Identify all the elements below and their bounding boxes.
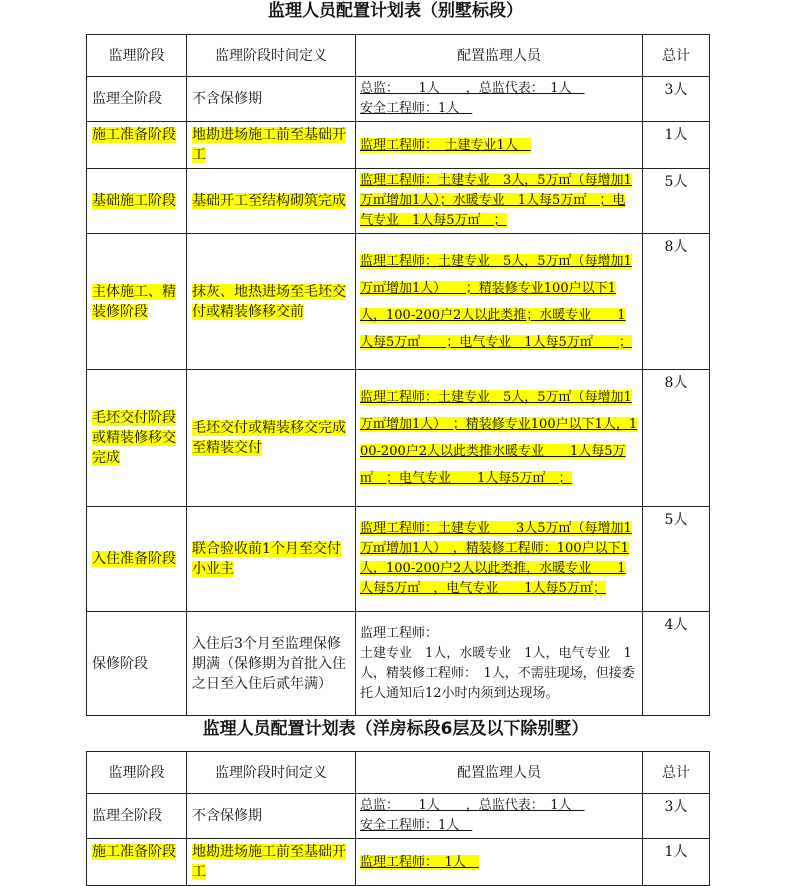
- total-cell: 5人: [643, 507, 710, 612]
- time-text: 抹灰、地热进场至毛坯交付或精装修移交前: [192, 283, 346, 320]
- time-text: 地勘进场施工前至基础开工: [192, 844, 346, 880]
- stage-text: 施工准备阶段: [92, 844, 176, 860]
- table1: [86, 34, 710, 716]
- table1-header-row: [87, 35, 710, 77]
- time-cell: [187, 122, 356, 169]
- table2-header-row: [87, 752, 710, 794]
- stage-text: 监理全阶段: [92, 91, 162, 107]
- time-cell: [187, 234, 356, 370]
- total-cell: 3人: [643, 77, 710, 122]
- time-text: 地勘进场施工前至基础开工: [192, 127, 346, 163]
- stage-cell: [87, 234, 187, 370]
- staff-line: 总监： 1人 ，总监代表： 1人: [360, 81, 585, 96]
- total-cell: 8人: [643, 234, 710, 370]
- header-stage: 监理阶段: [87, 752, 187, 794]
- header-time: 监理阶段时间定义: [187, 35, 356, 77]
- table-row: [87, 77, 710, 122]
- total-cell: 1人: [643, 122, 710, 169]
- table-row: [87, 839, 710, 886]
- staff-cell: [356, 122, 643, 169]
- stage-cell: [87, 122, 187, 169]
- time-text: 毛坯交付或精装移交完成至精装交付: [192, 420, 346, 456]
- total-cell: 4人: [643, 612, 710, 716]
- table1-title: 监理人员配置计划表（别墅标段）: [268, 1, 523, 21]
- total-cell: 5人: [643, 169, 710, 234]
- header-stage: 监理阶段: [87, 35, 187, 77]
- total-cell: 8人: [643, 370, 710, 507]
- table-row: [87, 370, 710, 507]
- staff-cell: [356, 234, 643, 370]
- time-text: 不含保修期: [192, 91, 262, 107]
- header-total: 总计: [643, 35, 710, 77]
- time-cell: [187, 612, 356, 716]
- stage-text: 监理全阶段: [92, 808, 162, 824]
- staff-line: 安全工程师：1人: [360, 818, 473, 833]
- staff-cell: [356, 612, 643, 716]
- time-cell: [187, 507, 356, 612]
- staff-text: 监理工程师：土建专业 3人，5万㎡（每增加1万㎡增加1人）；水暖专业 1人每5万㎡ ；电气专业 1人每5万㎡ ；: [360, 173, 632, 228]
- staff-cell: [356, 794, 643, 839]
- stage-text: 主体施工、精装修阶段: [92, 283, 176, 320]
- staff-text: 监理工程师： 土建专业1人: [360, 137, 531, 153]
- time-text: 基础开工至结构砌筑完成: [192, 193, 346, 209]
- table-row: [87, 234, 710, 370]
- table-row: [87, 507, 710, 612]
- header-staff: 配置监理人员: [356, 35, 643, 77]
- header-time: 监理阶段时间定义: [187, 752, 356, 794]
- table-row: [87, 169, 710, 234]
- stage-cell: [87, 612, 187, 716]
- table-row: [87, 794, 710, 839]
- total-cell: 1人: [643, 839, 710, 886]
- staff-line: 监理工程师：: [360, 625, 439, 641]
- table2-title: 监理人员配置计划表（洋房标段6层及以下除别墅）: [202, 719, 589, 739]
- staff-line: 总监： 1人 ，总监代表： 1人: [360, 798, 585, 813]
- staff-cell: [356, 77, 643, 122]
- stage-cell: [87, 169, 187, 234]
- time-cell: [187, 77, 356, 122]
- staff-text: 监理工程师：土建专业 5人，5万㎡（每增加1万㎡增加1人） ；精装修专业100户以下1人，100-200户2人以此类推；水暖专业 1人每5万㎡ ；电气专业 1人每5万㎡ ；: [360, 253, 632, 350]
- stage-cell: [87, 794, 187, 839]
- staff-line: 土建专业 1人，水暖专业 1人，电气专业 1 人，精装修工程师： 1人，不需驻现场，但接委托人通知后12小时内须到达现场。: [360, 645, 645, 701]
- staff-cell: [356, 507, 643, 612]
- staff-cell: [356, 370, 643, 507]
- table-row: [87, 122, 710, 169]
- time-cell: [187, 370, 356, 507]
- header-staff: 配置监理人员: [356, 752, 643, 794]
- time-text: 不含保修期: [192, 808, 262, 824]
- staff-text: 监理工程师：土建专业 5人，5万㎡（每增加1万㎡增加1人） ；精装修专业100户以下1人，100-200户2人以此类推水暖专业 1人每5万㎡ ；电气专业 1人每5万㎡ ；: [360, 390, 638, 486]
- staff-line: 安全工程师：1人: [360, 101, 473, 116]
- staff-text: 监理工程师： 1人: [360, 854, 479, 870]
- table2: [86, 751, 710, 886]
- stage-text: 施工准备阶段: [92, 127, 176, 143]
- time-cell: [187, 794, 356, 839]
- stage-cell: [87, 839, 187, 886]
- stage-text: 入住准备阶段: [92, 551, 176, 567]
- header-total: 总计: [643, 752, 710, 794]
- staff-cell: [356, 839, 643, 886]
- table-row: [87, 612, 710, 716]
- staff-cell: [356, 169, 643, 234]
- time-text: 入住后3个月至监理保修期满（保修期为首批入住之日至入住后贰年满）: [192, 635, 346, 692]
- time-cell: [187, 839, 356, 886]
- time-cell: [187, 169, 356, 234]
- stage-text: 保修阶段: [92, 655, 148, 672]
- stage-cell: [87, 77, 187, 122]
- stage-cell: [87, 370, 187, 507]
- total-cell: 3人: [643, 794, 710, 839]
- time-text: 联合验收前1个月至交付小业主: [192, 541, 341, 577]
- staff-text: 监理工程师：土建专业 3人5万㎡（每增加1万㎡增加1人） ，精装修工程师：100户以下1人，100-200户2人以此类推，水暖专业 1人每5万㎡ ，电气专业 1人每5万㎡；: [360, 521, 632, 596]
- stage-text: 基础施工阶段: [92, 193, 176, 209]
- stage-cell: [87, 507, 187, 612]
- stage-text: 毛坯交付阶段或精装修移交完成: [92, 410, 176, 466]
